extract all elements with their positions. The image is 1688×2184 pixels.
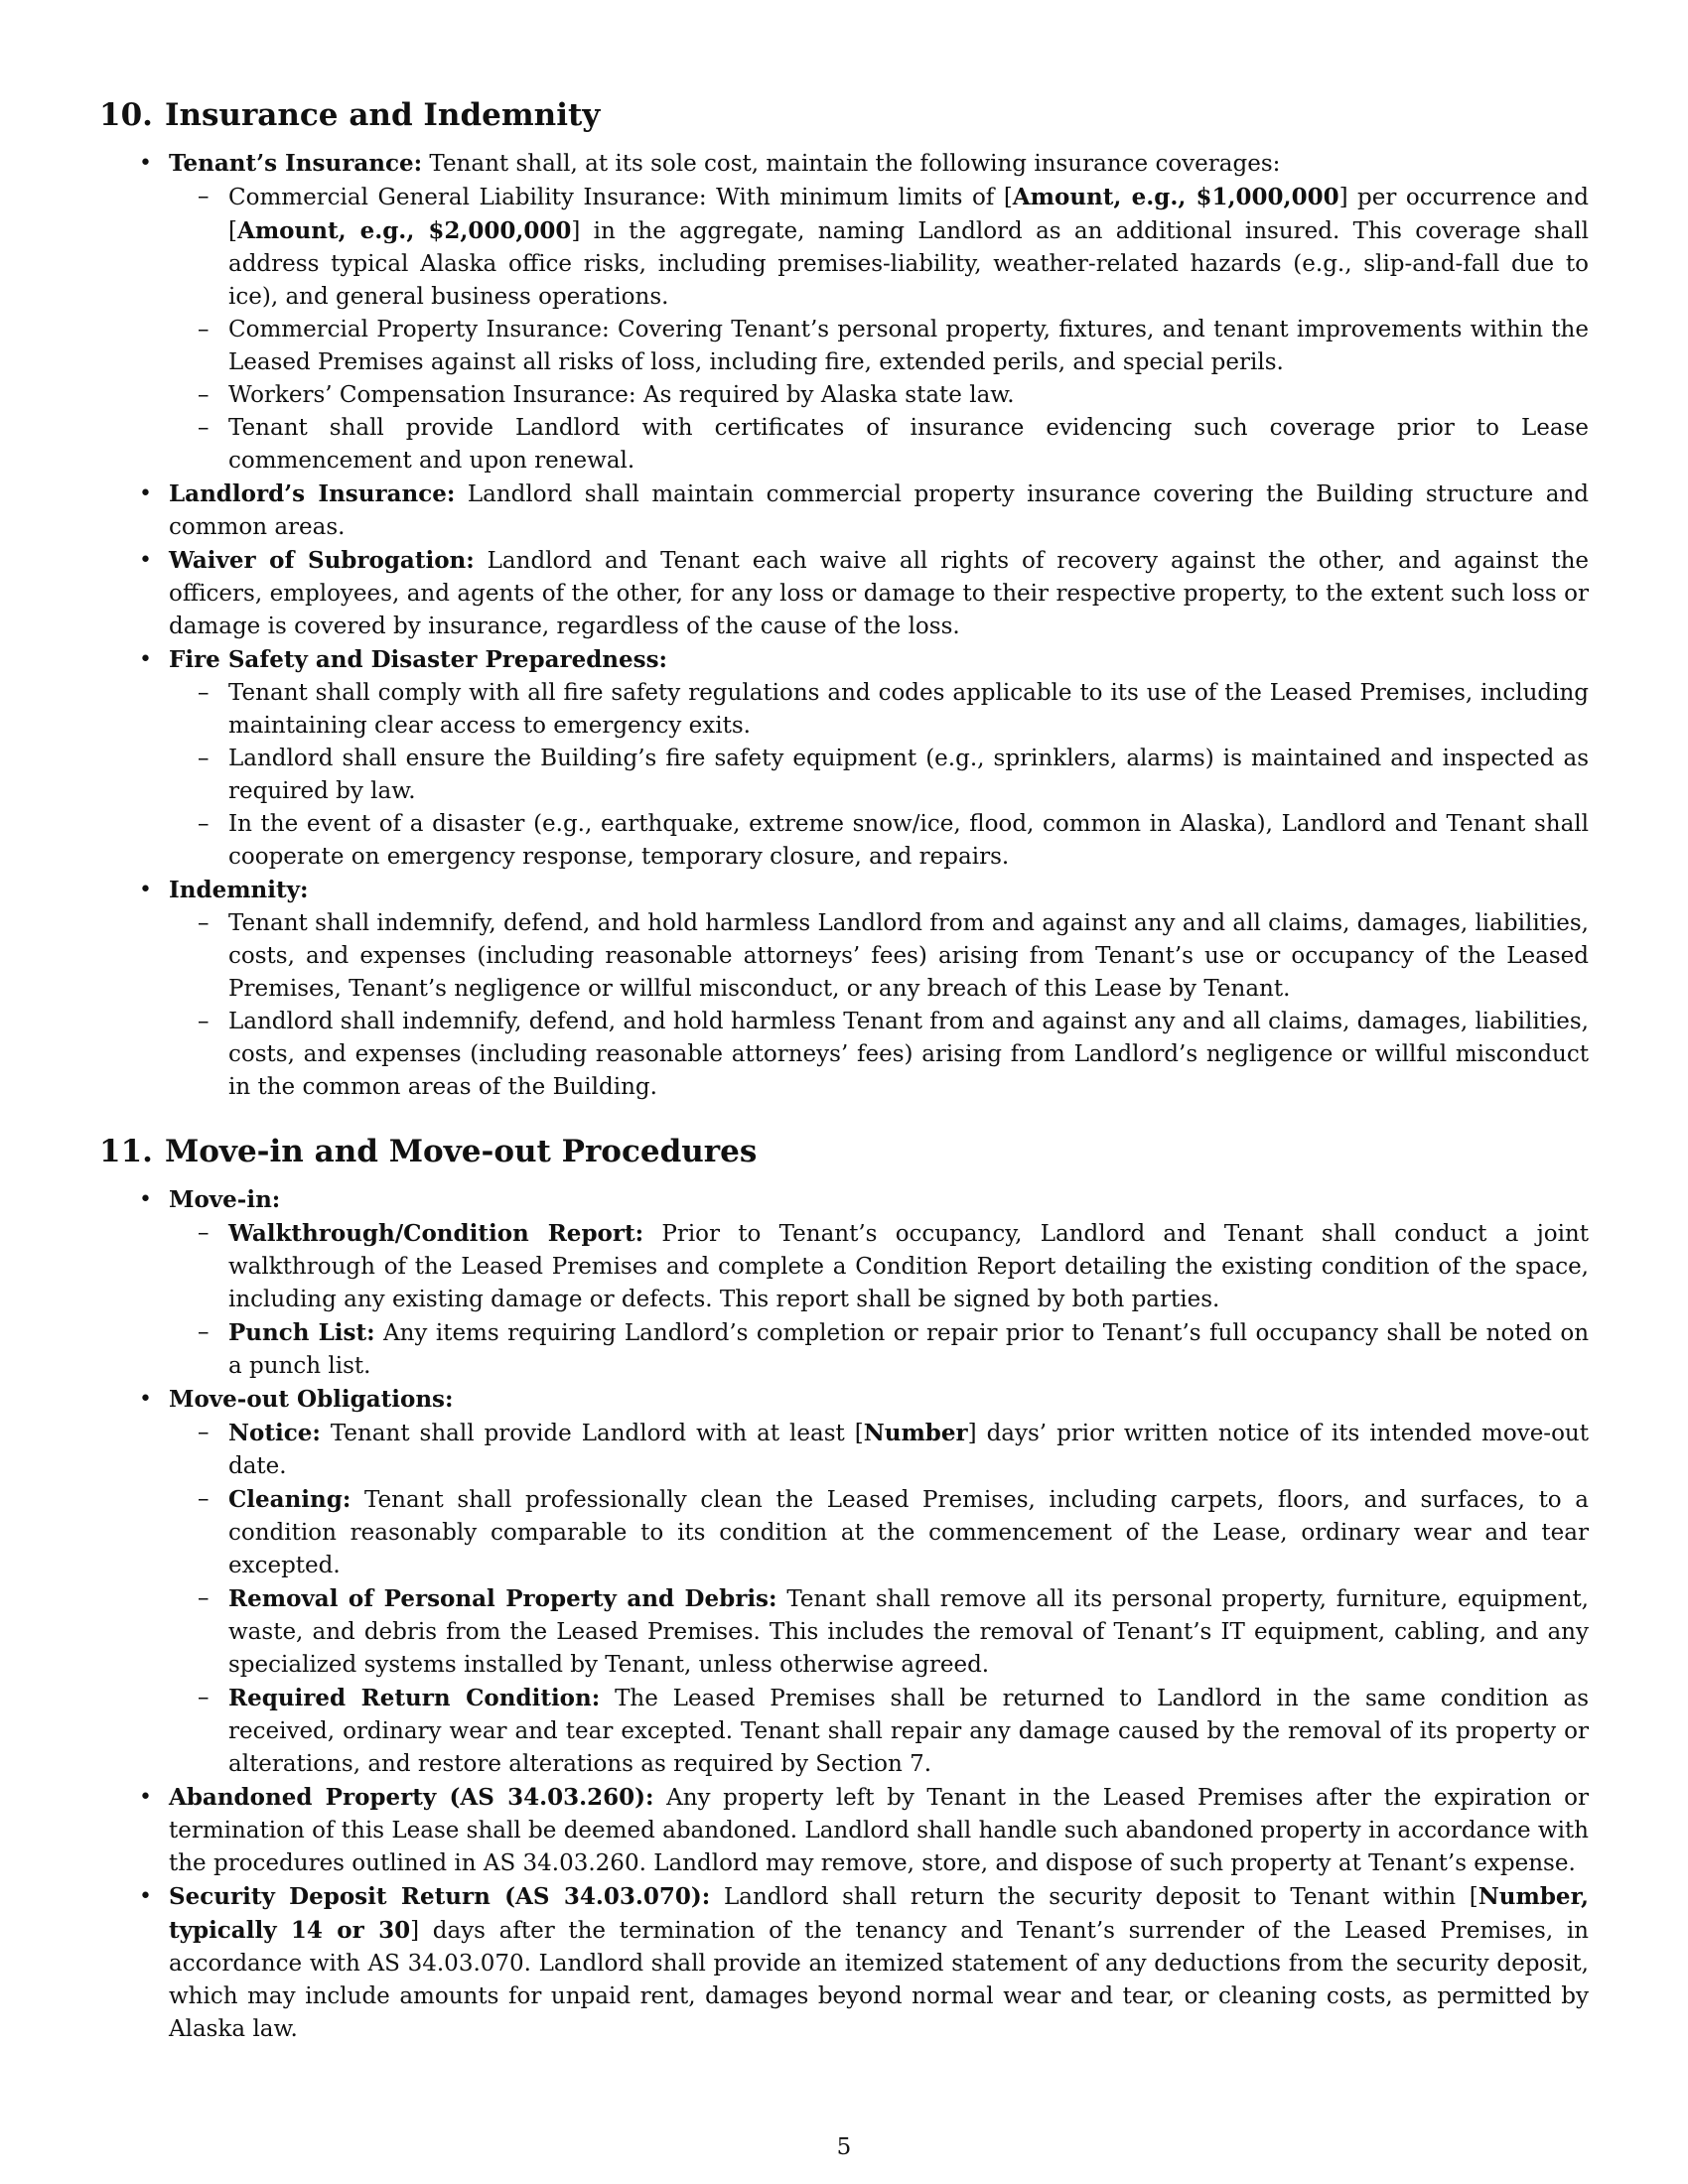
sub-list-item: – Cleaning: Tenant shall professionally clean the Leased Premises, including carpets, floors, and surfaces, to a condition reasonably comparable to its condition at the commencement of the Lease, ordinary wear and tear excepted. bbox=[228, 1483, 1589, 1582]
section-heading: 10. Insurance and Indemnity bbox=[99, 97, 601, 133]
list-item: • Waiver of Subrogation: Landlord and Tenant each waive all rights of recovery against the other, and against the officers, employees, and agents of the other, for any loss or damage to their respective property, to the extent such loss or damage is covered by insurance, regardless of the cause of the loss. bbox=[169, 544, 1589, 643]
list-item bbox=[169, 874, 1589, 1104]
sub-list-item: – Landlord shall indemnify, defend, and hold harmless Tenant from and against any and all claims, damages, liabilities, costs, and expenses (including reasonable attorneys’ fees) arising from Landlord’s negligence or willful misconduct in the common areas of the Building. bbox=[228, 1006, 1589, 1104]
section-heading: 11. Move-in and Move-out Procedures bbox=[99, 1134, 758, 1169]
item-label: Abandoned Property (AS 34.03.260): bbox=[169, 1784, 654, 1811]
item-label: Security Deposit Return (AS 34.03.070): bbox=[169, 1883, 711, 1910]
item-label: Fire Safety and Disaster Preparedness: bbox=[169, 646, 668, 673]
sub-list bbox=[169, 907, 1589, 1104]
list-item: • Landlord’s Insurance: Landlord shall maintain commercial property insurance covering the Building structure and common areas. bbox=[169, 478, 1589, 544]
sub-list-item: – Tenant shall indemnify, defend, and hold harmless Landlord from and against any and all claims, damages, liabilities, costs, and expenses (including reasonable attorneys’ fees) arising from Tenant’s use or occupancy of the Leased Premises, Tenant’s negligence or willful misconduct, or any breach of this Lease by Tenant. bbox=[228, 907, 1589, 1006]
list-item: • Security Deposit Return (AS 34.03.070): Landlord shall return the security deposit to Tenant within [Number, typically 14 or 30] days after the termination of the tenancy and Tenant’s surrender of the Leased Premises, in accordance with AS 34.03.070. Landlord shall provide an itemized statement of any deductions from the security deposit, which may include amounts for unpaid rent, damages beyond normal wear and tear, or cleaning costs, as permitted by Alaska law. bbox=[169, 1880, 1589, 2046]
sub-list-item: – Removal of Personal Property and Debris: Tenant shall remove all its personal property, furniture, equipment, waste, and debris from the Leased Premises. This includes the removal of Tenant’s IT equipment, cabling, and any specialized systems installed by Tenant, unless otherwise agreed. bbox=[228, 1582, 1589, 1682]
sub-list-item: – Workers’ Compensation Insurance: As required by Alaska state law. bbox=[228, 379, 1589, 412]
sub-list bbox=[169, 181, 1589, 478]
list-item: • Abandoned Property (AS 34.03.260): Any property left by Tenant in the Leased Premises after the expiration or termination of this Lease shall be deemed abandoned. Landlord shall handle such abandoned property in accordance with the procedures outlined in AS 34.03.260. Landlord may remove, store, and dispose of such property at Tenant’s expense. bbox=[169, 1781, 1589, 1880]
item-label: Waiver of Subrogation: bbox=[169, 547, 475, 574]
list-item: • Tenant’s Insurance: Tenant shall, at its sole cost, maintain the following insurance coverages: – Commercial General Liability Insurance: With minimum limits of [Amount, e.g., $1,000,000] per occurrence and [Amount, e.g., $2,000,000] in the aggregate, naming Landlord as an additional insured. This coverage shall address typical Alaska office risks, including premises-liability, weather-related hazards (e.g., slip-and-fall due to ice), and general business operations. – Commercial Property Insurance: Covering Tenant’s personal property, fixtures, and tenant improvements within the Leased Premises against all risks of loss, including fire, extended perils, and special perils. – Workers’ Compensation Insurance: As required by Alaska state law. – Tenant shall provide Landlord with certificates of insurance evidencing such coverage prior to Lease commencement and upon renewal. bbox=[169, 147, 1589, 478]
sub-list-item: – Commercial Property Insurance: Covering Tenant’s personal property, fixtures, and tenant improvements within the Leased Premises against all risks of loss, including fire, extended perils, and special perils. bbox=[228, 314, 1589, 379]
section-list bbox=[99, 1183, 1589, 2046]
list-item bbox=[169, 643, 1589, 874]
sub-list-item: – Landlord shall ensure the Building’s fire safety equipment (e.g., sprinklers, alarms) is maintained and inspected as required by law. bbox=[228, 743, 1589, 808]
list-item bbox=[169, 1183, 1589, 1383]
sub-list bbox=[169, 677, 1589, 874]
sub-list bbox=[169, 1417, 1589, 1781]
sub-list-item: – Punch List: Any items requiring Landlord’s completion or repair prior to Tenant’s full occupancy shall be noted on a punch list. bbox=[228, 1316, 1589, 1383]
document-page bbox=[99, 95, 1589, 2046]
sub-list-item: – Commercial General Liability Insurance: With minimum limits of [Amount, e.g., $1,000,000] per occurrence and [Amount, e.g., $2,000,000] in the aggregate, naming Landlord as an additional insured. This coverage shall address typical Alaska office risks, including premises-liability, weather-related hazards (e.g., slip-and-fall due to ice), and general business operations. bbox=[228, 181, 1589, 314]
sub-list-item: – Required Return Condition: The Leased Premises shall be returned to Landlord in the same condition as received, ordinary wear and tear excepted. Tenant shall repair any damage caused by the removal of its property or alterations, and restore alterations as required by Section 7. bbox=[228, 1682, 1589, 1781]
sub-list-item: – In the event of a disaster (e.g., earthquake, extreme snow/ice, flood, common in Alaska), Landlord and Tenant shall cooperate on emergency response, temporary closure, and repairs. bbox=[228, 808, 1589, 874]
item-label: Move-in: bbox=[169, 1186, 281, 1213]
sub-list-item: – Tenant shall comply with all fire safety regulations and codes applicable to its use of the Leased Premises, including maintaining clear access to emergency exits. bbox=[228, 677, 1589, 743]
section-list bbox=[99, 147, 1589, 1104]
sub-list bbox=[169, 1217, 1589, 1383]
list-item bbox=[169, 1383, 1589, 1781]
item-label: Indemnity: bbox=[169, 877, 309, 903]
item-label: Landlord’s Insurance: bbox=[169, 480, 456, 507]
page-number: 5 bbox=[836, 2134, 852, 2160]
sub-list-item: – Tenant shall provide Landlord with certificates of insurance evidencing such coverage prior to Lease commencement and upon renewal. bbox=[228, 412, 1589, 478]
sub-list-item: – Walkthrough/Condition Report: Prior to Tenant’s occupancy, Landlord and Tenant shall conduct a joint walkthrough of the Leased Premises and complete a Condition Report detailing the existing condition of the space, including any existing damage or defects. This report shall be signed by both parties. bbox=[228, 1217, 1589, 1316]
item-label: Move-out Obligations: bbox=[169, 1386, 454, 1413]
item-label: Tenant’s Insurance: bbox=[169, 150, 423, 177]
sub-list-item: – Notice: Tenant shall provide Landlord with at least [Number] days’ prior written notice of its intended move-out date. bbox=[228, 1417, 1589, 1483]
